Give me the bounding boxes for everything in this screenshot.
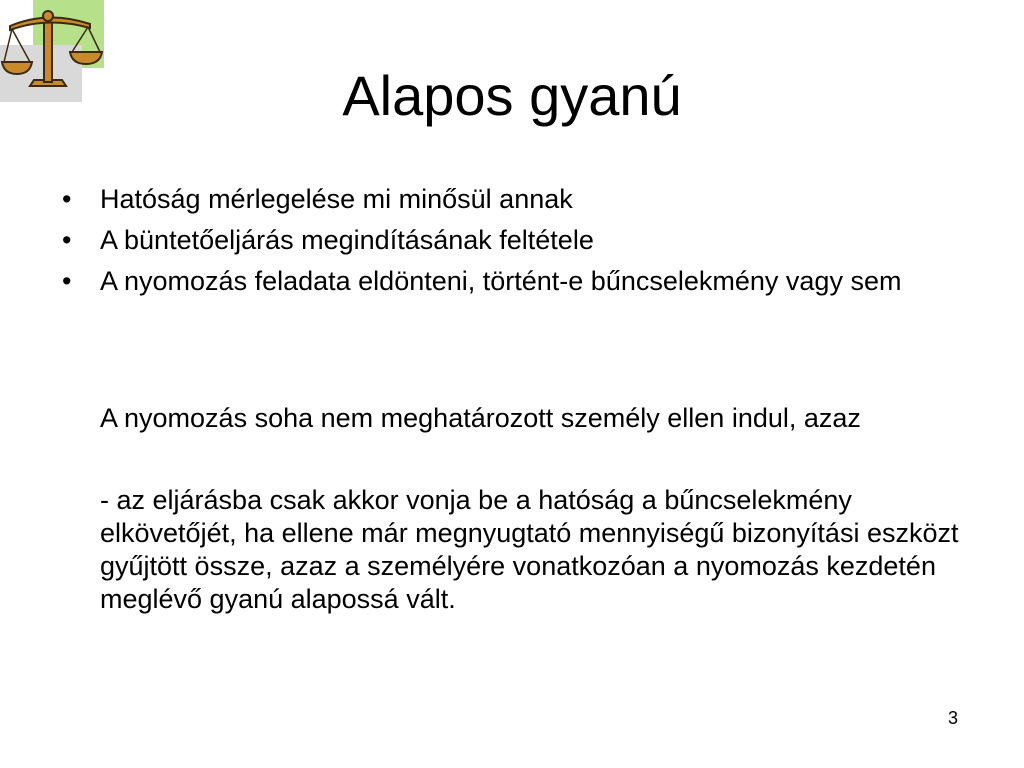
bullet-item <box>60 183 980 216</box>
slide-title: Alapos gyanú <box>342 64 682 127</box>
bullet-text: A büntetőeljárás megindításának feltétele <box>100 225 594 255</box>
bullet-marker: • <box>62 266 72 296</box>
bullet-marker: • <box>62 225 72 255</box>
bullet-text: Hatóság mérlegelése mi minősül annak <box>100 184 573 214</box>
body-paragraph: - az eljárásba csak akkor vonja be a hatóság a bűncselekmény elkövetőjét, ha ellene már megnyugtató mennyiségű bizonyítási eszközt gyűjtött össze, azaz a személyére vonatkozóan a nyomozás kezdetén meglévő gyanú alapossá vált. <box>100 485 959 614</box>
scale-top <box>43 11 53 21</box>
page-number: 3 <box>948 708 959 728</box>
bullet-item <box>60 224 980 257</box>
bullet-marker: • <box>62 184 72 214</box>
body-paragraph: A nyomozás soha nem meghatározott személy ellen indul, azaz <box>100 403 861 433</box>
bullet-item <box>60 265 980 298</box>
bullet-text: A nyomozás feladata eldönteni, történt-e bűncselekmény vagy sem <box>100 266 902 296</box>
bullet-list <box>60 183 980 306</box>
